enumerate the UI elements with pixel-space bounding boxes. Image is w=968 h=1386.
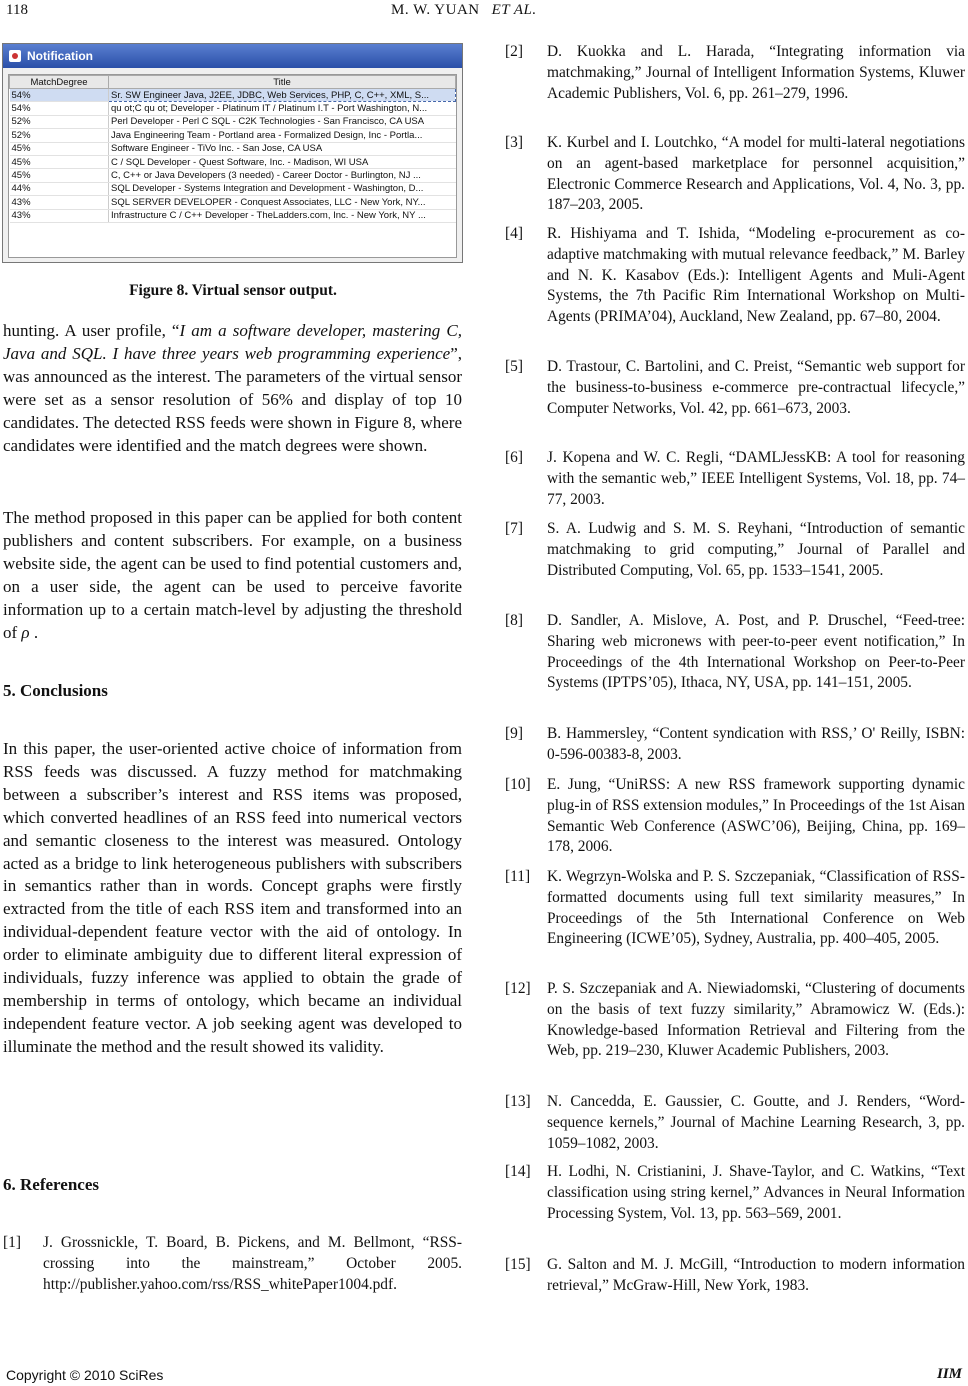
reference-item [505, 979, 965, 1062]
table-row[interactable] [10, 196, 456, 209]
rho-symbol: ρ [21, 622, 30, 642]
p2-end: . [29, 622, 39, 642]
match-degree-cell: 43% [10, 209, 109, 222]
window-titlebar [3, 44, 462, 68]
section-heading-conclusions: 5. Conclusions [3, 681, 108, 700]
figure-caption: Figure 8. Virtual sensor output. [129, 282, 337, 299]
table-row[interactable] [10, 142, 456, 155]
table-row[interactable] [10, 102, 456, 115]
title-cell: Java Engineering Team - Portland area - Formalized Design, Inc - Portla... [109, 129, 456, 142]
match-degree-cell: 45% [10, 142, 109, 155]
conclusions-text: In this paper, the user-oriented active choice of information from RSS feeds was discussed. A fuzzy method for matchmaking between a subscriber’s interest and RSS items was proposed, which converted headlines of an RSS feed into numerical vectors and semantic closeness to the interest was measured. Ontology acted as a bridge to link heterogeneous publishers with subscribers in semantics rather than in words. Concept graphs were firstly extracted from the title of each RSS item and transformed into an individual-dependent feature vector with the aid of ontology. In order to eliminate ambiguity due to different literal expression of individuals, fuzzy inference was applied to obtain the grade of membership in terms of ontology, which became an individual independent feature vector. A job seeking agent was developed to illuminate the method and the result showed its validity. [3, 739, 462, 1056]
table-row[interactable] [10, 115, 456, 128]
reference-number: [6] [505, 449, 523, 466]
title-cell: Sr. SW Engineer Java, J2EE, JDBC, Web Services, PHP, C, C++, XML, S... [109, 89, 456, 102]
match-degree-cell: 52% [10, 129, 109, 142]
reference-number: [1] [3, 1234, 21, 1251]
body-paragraph-1 [3, 320, 462, 457]
reference-item [505, 867, 965, 950]
reference-number: [13] [505, 1093, 531, 1110]
reference-number: [5] [505, 358, 523, 375]
reference-item [505, 1162, 965, 1224]
table-row[interactable] [10, 89, 456, 102]
header-authors: M. W. YUAN [391, 2, 480, 18]
notification-window [2, 43, 463, 263]
reference-text: D. Trastour, C. Bartolini, and C. Preist, “Semantic web support for the business-to-business e-commerce pre-contractual lifecycle,” Computer Networks, Vol. 42, pp. 661–673, 2003. [547, 358, 965, 417]
reference-text: P. S. Szczepaniak and A. Niewiadomski, “Clustering of documents on the basis of text fuzzy similarity,” Abramowicz W. (Eds.): Knowledge-based Information Retrieval and Filtering from the Web, pp. 219–230, Kluwer Academic Publishers, 2003. [547, 980, 965, 1060]
title-cell: SQL Developer - Systems Integration and Development - Washington, D... [109, 182, 456, 195]
reference-text: B. Hammersley, “Content syndication with RSS,’ O' Reilly, ISBN: 0-596-00383-8, 2003. [547, 725, 965, 763]
reference-item [505, 519, 965, 581]
title-cell: Software Engineer - TiVo Inc. - San Jose, CA USA [109, 142, 456, 155]
reference-text: J. Grossnickle, T. Board, B. Pickens, and M. Bellmont, “RSS-crossing into the mainstream,” October 2005. http://publisher.yahoo.com/rss/RSS_whitePaper1004.pdf. [43, 1234, 462, 1293]
reference-text: D. Sandler, A. Mislove, A. Post, and P. Druschel, “Feed-tree: Sharing web micronews with peer-to-peer event notification,” In Proceedings of the 4th International Workshop on Peer-to-Peer Systems (IPTPS’05), Ithaca, NY, USA, pp. 141–151, 2005. [547, 612, 965, 692]
column-header-matchdegree[interactable]: MatchDegree [10, 76, 109, 89]
reference-text: E. Jung, “UniRSS: A new RSS framework supporting dynamic plug-in of RSS extension modules,” In Proceedings of the 1st Aisan Semantic Web Conference (ASWC’06), Beijing, China, pp. 169–178, 2006. [547, 776, 965, 856]
match-degree-cell: 54% [10, 102, 109, 115]
title-cell: Perl Developer - Perl C SQL - C2K Technologies - San Francisco, CA USA [109, 115, 456, 128]
journal-abbrev: IIM [936, 1366, 962, 1382]
table-row[interactable] [10, 169, 456, 182]
notification-icon [9, 50, 21, 62]
running-header [391, 2, 537, 19]
reference-number: [12] [505, 980, 531, 997]
reference-text: K. Kurbel and I. Loutchko, “A model for multi-lateral negotiations on an agent-based marketplace for personnel acquisition,” Electronic Commerce Research and Applications, Vol. 4, No. 3, pp. 187–203, 2005. [547, 134, 965, 214]
title-cell: C / SQL Developer - Quest Software, Inc. - Madison, WI USA [109, 155, 456, 168]
reference-number: [9] [505, 725, 523, 742]
match-degree-cell: 54% [10, 89, 109, 102]
table-row[interactable] [10, 182, 456, 195]
reference-number: [10] [505, 776, 531, 793]
body-paragraph-2 [3, 507, 462, 644]
p1-start: hunting. A user profile, “ [3, 321, 180, 340]
reference-text: S. A. Ludwig and S. M. S. Reyhani, “Introduction of semantic matchmaking to grid computing,” Journal of Parallel and Distributed Computing, Vol. 65, pp. 1533–1541, 2005. [547, 520, 965, 579]
reference-item [3, 1233, 462, 1295]
reference-number: [14] [505, 1163, 531, 1180]
title-cell: SQL SERVER DEVELOPER - Conquest Associates, LLC - New York, NY... [109, 196, 456, 209]
match-degree-cell: 52% [10, 115, 109, 128]
user-profile-quote: I am a software developer, mastering C, Java and SQL. I have three years web programming experience [3, 321, 462, 363]
body-paragraph-conclusions [3, 738, 462, 1059]
reference-text: R. Hishiyama and T. Ishida, “Modeling e-procurement as co-adaptive matchmaking with mutual relevance feedback,” M. Barley and N. K. Kasabov (Eds.): Intelligent Agents and Muli-Agent Systems, the 7th Pacific Rim International Workshop on Multi-Agents (PRIMA’04), Auckland, New Zealand, pp. 67–80, 2004. [547, 225, 965, 326]
title-cell: qu ot;C qu ot; Developer - Platinum IT / Platinum I.T - Port Washington, N... [109, 102, 456, 115]
reference-item [505, 775, 965, 858]
p1-end: ”, was announced as the interest. The parameters of the virtual sensor were set as a sensor resolution of 56% and display of top 10 candidates. The detected RSS feeds were shown in Figure 8, where candidates were identified and the match degrees were shown. [3, 343, 462, 455]
reference-item [505, 357, 965, 419]
reference-item [505, 611, 965, 694]
reference-text: H. Lodhi, N. Cristianini, J. Shave-Taylor, and C. Watkins, “Text classification using string kernel,” Advances in Neural Information Processing System, Vol. 13, pp. 563–569, 2001. [547, 1163, 965, 1222]
reference-text: D. Kuokka and L. Harada, “Integrating information via matchmaking,” Journal of Intelligent Information Systems, Kluwer Academic Publishers, Vol. 6, pp. 261–279, 1996. [547, 43, 965, 102]
reference-number: [3] [505, 134, 523, 151]
p2-text: The method proposed in this paper can be applied for both content publishers and content subscribers. For example, on a business website side, the agent can be used to find potential customers and, on a user side, the agent can be used to perceive favorite information up to a certain match-level by adjusting the threshold of [3, 508, 462, 642]
reference-number: [11] [505, 868, 531, 885]
title-cell: C, C++ or Java Developers (3 needed) - Career Doctor - Burlington, NJ ... [109, 169, 456, 182]
reference-item [505, 1092, 965, 1154]
table-row[interactable] [10, 155, 456, 168]
reference-text: G. Salton and M. J. McGill, “Introduction to modern information retrieval,” McGraw-Hill, New York, 1983. [547, 1256, 965, 1294]
reference-item [505, 1255, 965, 1297]
reference-number: [8] [505, 612, 523, 629]
reference-item [505, 448, 965, 510]
reference-number: [15] [505, 1256, 531, 1273]
reference-item [505, 133, 965, 216]
reference-number: [4] [505, 225, 523, 242]
match-degree-cell: 45% [10, 169, 109, 182]
reference-text: N. Cancedda, E. Gaussier, C. Goutte, and J. Renders, “Word-sequence kernels,” Journal of Machine Learning Research, 3, pp. 1059–1082, 2003. [547, 1093, 965, 1152]
match-degree-cell: 44% [10, 182, 109, 195]
table-row[interactable] [10, 129, 456, 142]
results-table-container [8, 74, 457, 258]
window-title: Notification [27, 49, 93, 63]
match-degree-cell: 45% [10, 155, 109, 168]
reference-item [505, 224, 965, 328]
section-heading-references: 6. References [3, 1175, 99, 1194]
copyright-footer: Copyright © 2010 SciRes [6, 1367, 164, 1383]
page-number: 118 [6, 2, 28, 18]
table-row[interactable] [10, 209, 456, 222]
reference-item [505, 42, 965, 104]
results-table [9, 75, 456, 223]
column-header-title[interactable]: Title [109, 76, 456, 89]
reference-item [505, 724, 965, 766]
reference-number: [2] [505, 43, 523, 60]
reference-text: J. Kopena and W. C. Regli, “DAMLJessKB: A tool for reasoning with the semantic web,” IEEE Intelligent Systems, Vol. 18, pp. 74–77, 2003. [547, 449, 965, 508]
header-et-al: ET AL. [491, 2, 537, 18]
reference-number: [7] [505, 520, 523, 537]
title-cell: Infrastructure C / C++ Developer - TheLadders.com, Inc. - New York, NY ... [109, 209, 456, 222]
reference-text: K. Wegrzyn-Wolska and P. S. Szczepaniak, “Classification of RSS-formatted documents using full text similarity measures,” In Proceedings of the 5th International Conference on Web Engineering (ICWE’05), Sydney, Australia, pp. 400–405, 2005. [547, 868, 965, 948]
match-degree-cell: 43% [10, 196, 109, 209]
